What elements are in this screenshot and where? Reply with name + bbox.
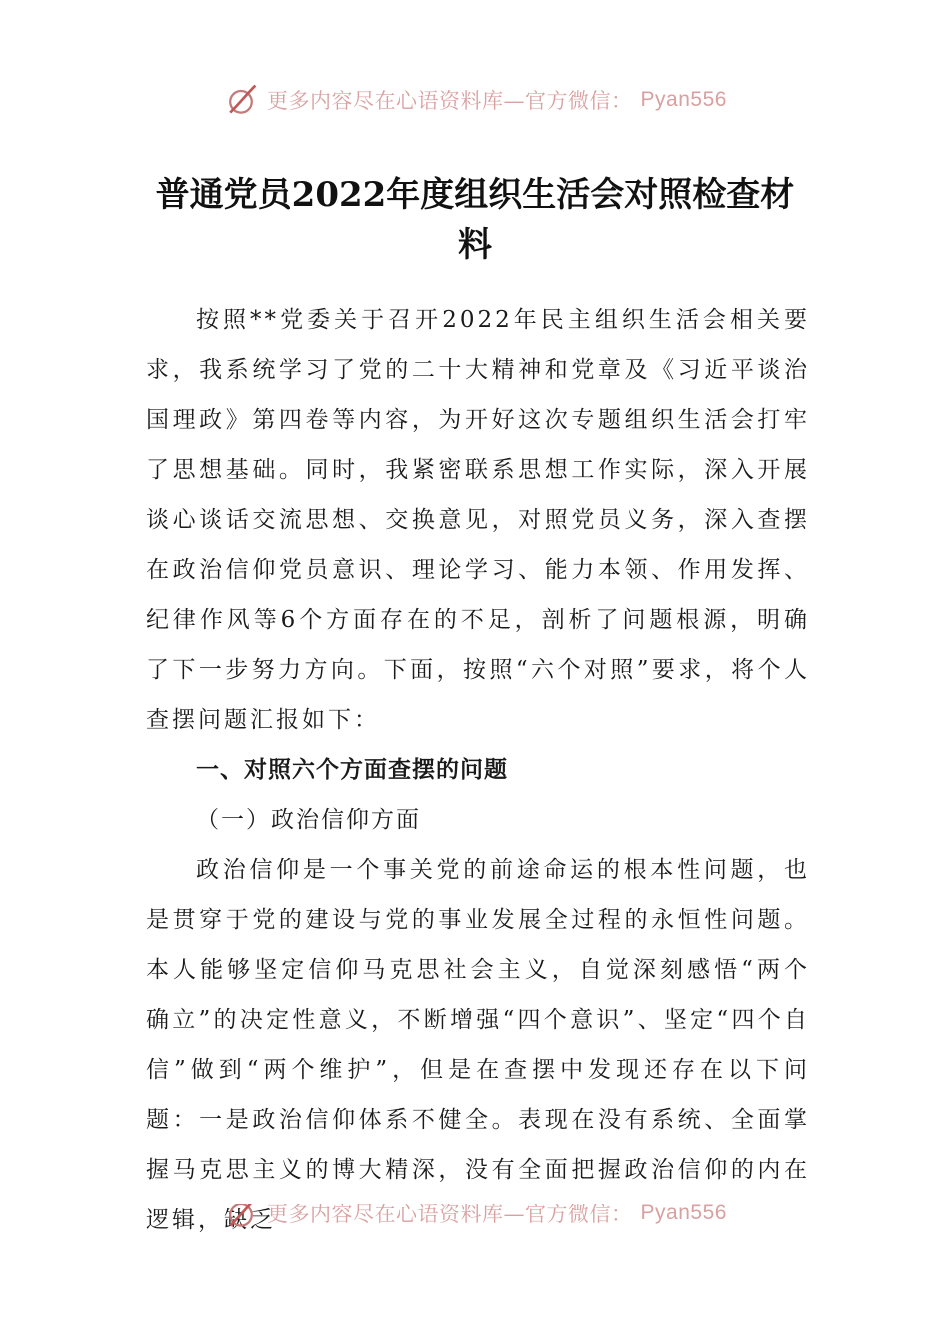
document-body xyxy=(146,295,810,1245)
intro-paragraph: 按照**党委关于召开2022年民主组织生活会相关要求，我系统学习了党的二十大精神和党章及《习近平谈治国理政》第四卷等内容，为开好这次专题组织生活会打牢了思想基础。同时，我紧密联系思想工作实际，深入开展谈心谈话交流思想、交换意见，对照党员义务，深入查摆在政治信仰党员意识、理论学习、能力本领、作用发挥、纪律作风等6个方面存在的不足，剖析了问题根源，明确了下一步努力方向。下面，按照“六个对照”要求，将个人查摆问题汇报如下： xyxy=(146,307,810,733)
watermark-text: 更多内容尽在心语资料库—官方微信： xyxy=(267,1204,633,1226)
watermark-wechat-id: Pyan556 xyxy=(640,1204,727,1224)
watermark-text: 更多内容尽在心语资料库—官方微信： xyxy=(267,89,633,113)
subsection-heading: （一）政治信仰方面 xyxy=(196,807,421,833)
footer-watermark xyxy=(0,1204,950,1234)
section-heading: 一、对照六个方面查摆的问题 xyxy=(196,757,508,783)
header-watermark xyxy=(0,82,950,118)
quill-logo-icon xyxy=(223,1204,259,1231)
body-paragraph: 政治信仰是一个事关党的前途命运的根本性问题，也是贯穿于党的建设与党的事业发展全过程的永恒性问题。本人能够坚定信仰马克思社会主义，自觉深刻感悟“两个确立”的决定性意义，不断增强“四个意识”、坚定“四个自信”做到“两个维护”，但是在查摆中发现还存在以下问题：一是政治信仰体系不健全。表现在没有系统、全面掌握马克思主义的博大精深，没有全面把握政治信仰的内在逻辑，缺乏 xyxy=(146,857,810,1233)
document-title: 普通党员2022年度组织生活会对照检查材料 xyxy=(155,175,795,265)
watermark-wechat-id: Pyan556 xyxy=(640,88,727,111)
quill-logo-icon xyxy=(223,82,259,118)
